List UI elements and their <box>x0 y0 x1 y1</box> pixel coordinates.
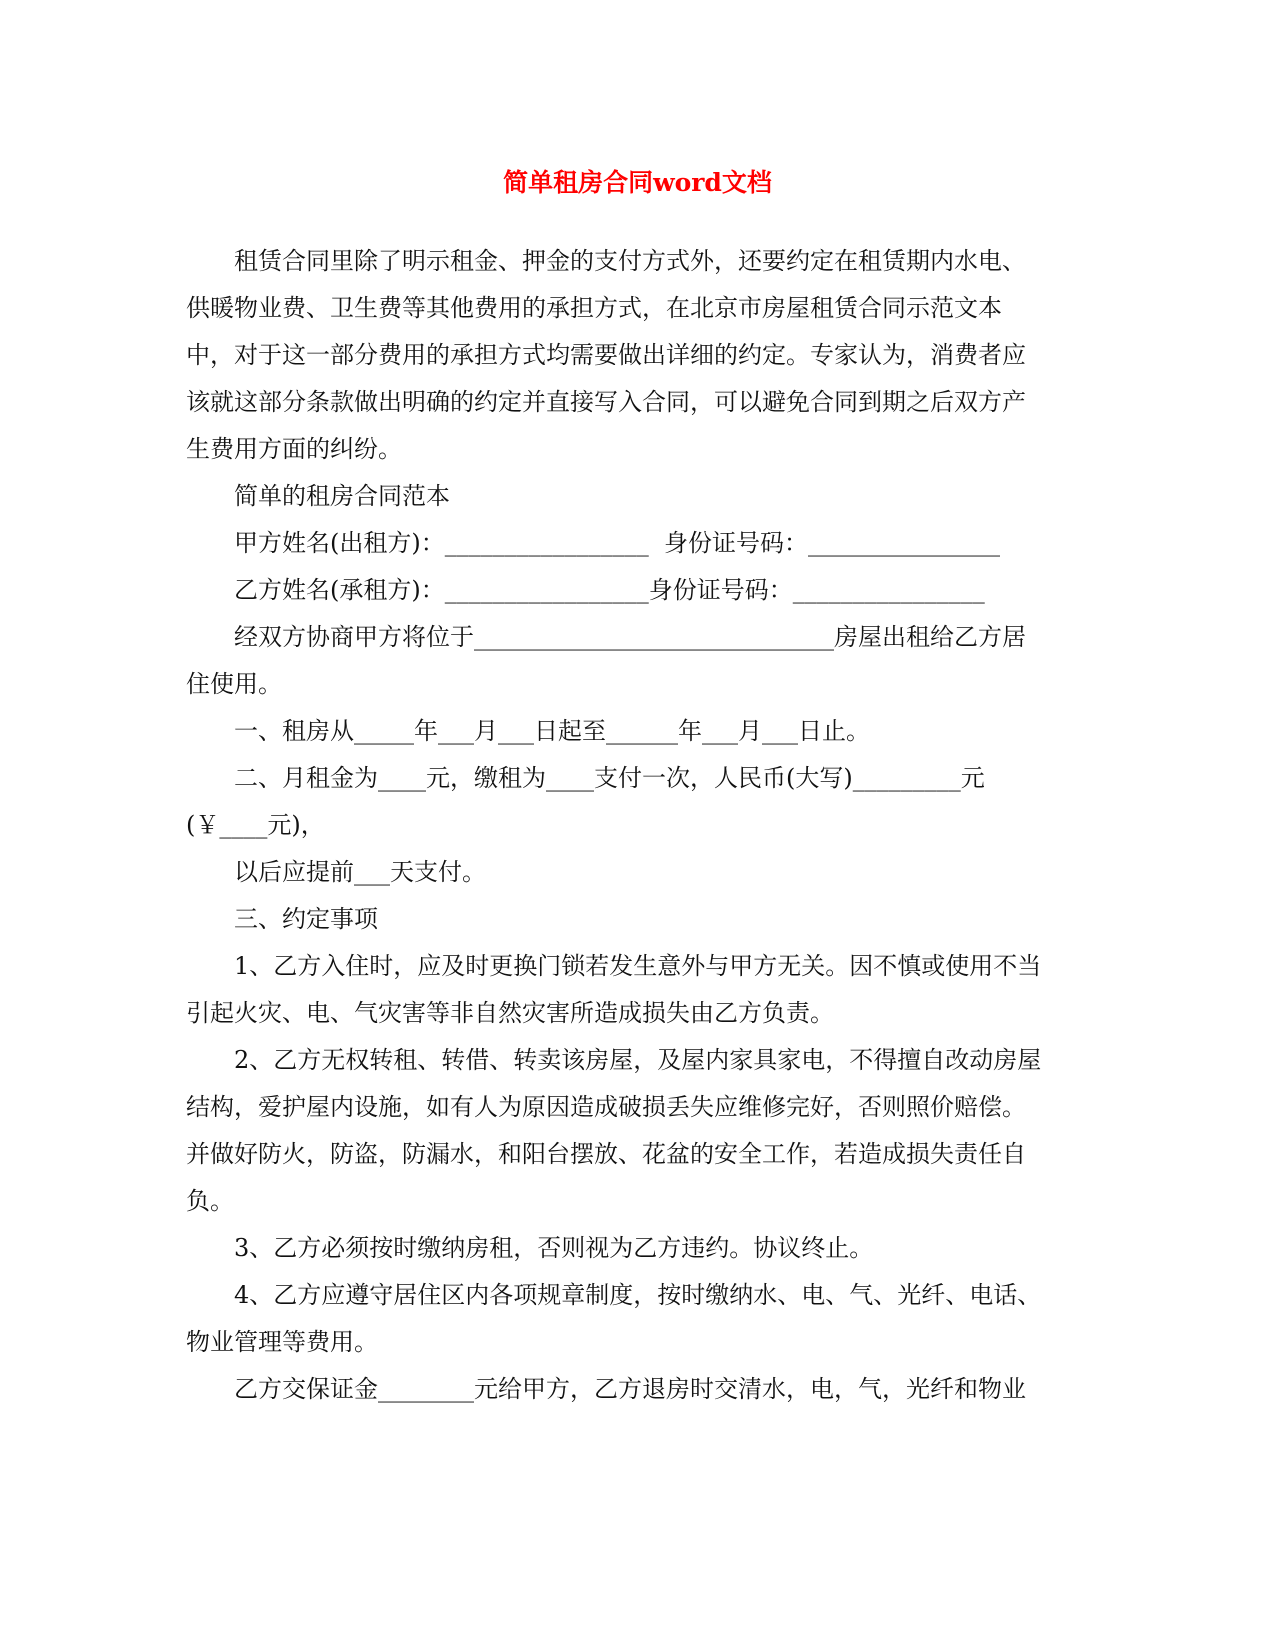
document-title: 简单租房合同word文档 <box>503 168 772 197</box>
paragraph-property: 经双方协商甲方将位于______________________________房屋出租给乙方居住使用。 <box>186 623 1026 698</box>
paragraph-section-three: 三、约定事项 <box>234 905 378 933</box>
paragraph-intro: 租赁合同里除了明示租金、押金的支付方式外，还要约定在租赁期内水电、供暖物业费、卫生费等其他费用的承担方式，在北京市房屋租赁合同示范文本中，对于这一部分费用的承担方式均需要做出详细的约定。专家认为，消费者应该就这部分条款做出明确的约定并直接写入合同，可以避免合同到期之后双方产生费用方面的纠纷。 <box>186 247 1026 463</box>
paragraph-advance-payment: 以后应提前___天支付。 <box>234 858 486 886</box>
paragraph-clause-2: 2、乙方无权转租、转借、转卖该房屋，及屋内家具家电，不得擅自改动房屋结构，爱护屋内设施，如有人为原因造成破损丢失应维修完好，否则照价赔偿。并做好防火，防盗，防漏水，和阳台摆放、花盆的安全工作，若造成损失责任自负。 <box>186 1046 1042 1215</box>
document-body <box>186 238 1046 1413</box>
paragraph-term: 一、租房从_____年___月___日起至______年___月___日止。 <box>234 717 870 745</box>
paragraph-deposit: 乙方交保证金________元给甲方，乙方退房时交清水，电，气，光纤和物业 <box>234 1375 1026 1403</box>
paragraph-sample-heading: 简单的租房合同范本 <box>234 482 450 510</box>
paragraph-clause-1: 1、乙方入住时，应及时更换门锁若发生意外与甲方无关。因不慎或使用不当引起火灾、电、气灾害等非自然灾害所造成损失由乙方负责。 <box>186 952 1042 1027</box>
paragraph-party-a: 甲方姓名(出租方)：_________________ 身份证号码：________________ <box>234 529 1000 557</box>
paragraph-clause-3: 3、乙方必须按时缴纳房租，否则视为乙方违约。协议终止。 <box>234 1234 874 1262</box>
paragraph-rent: 二、月租金为____元，缴租为____支付一次，人民币(大写)_________元(￥____元)， <box>186 764 985 839</box>
paragraph-party-b: 乙方姓名(承租方)：_________________身份证号码：________________ <box>234 576 985 604</box>
paragraph-clause-4: 4、乙方应遵守居住区内各项规章制度，按时缴纳水、电、气、光纤、电话、物业管理等费用。 <box>186 1281 1042 1356</box>
